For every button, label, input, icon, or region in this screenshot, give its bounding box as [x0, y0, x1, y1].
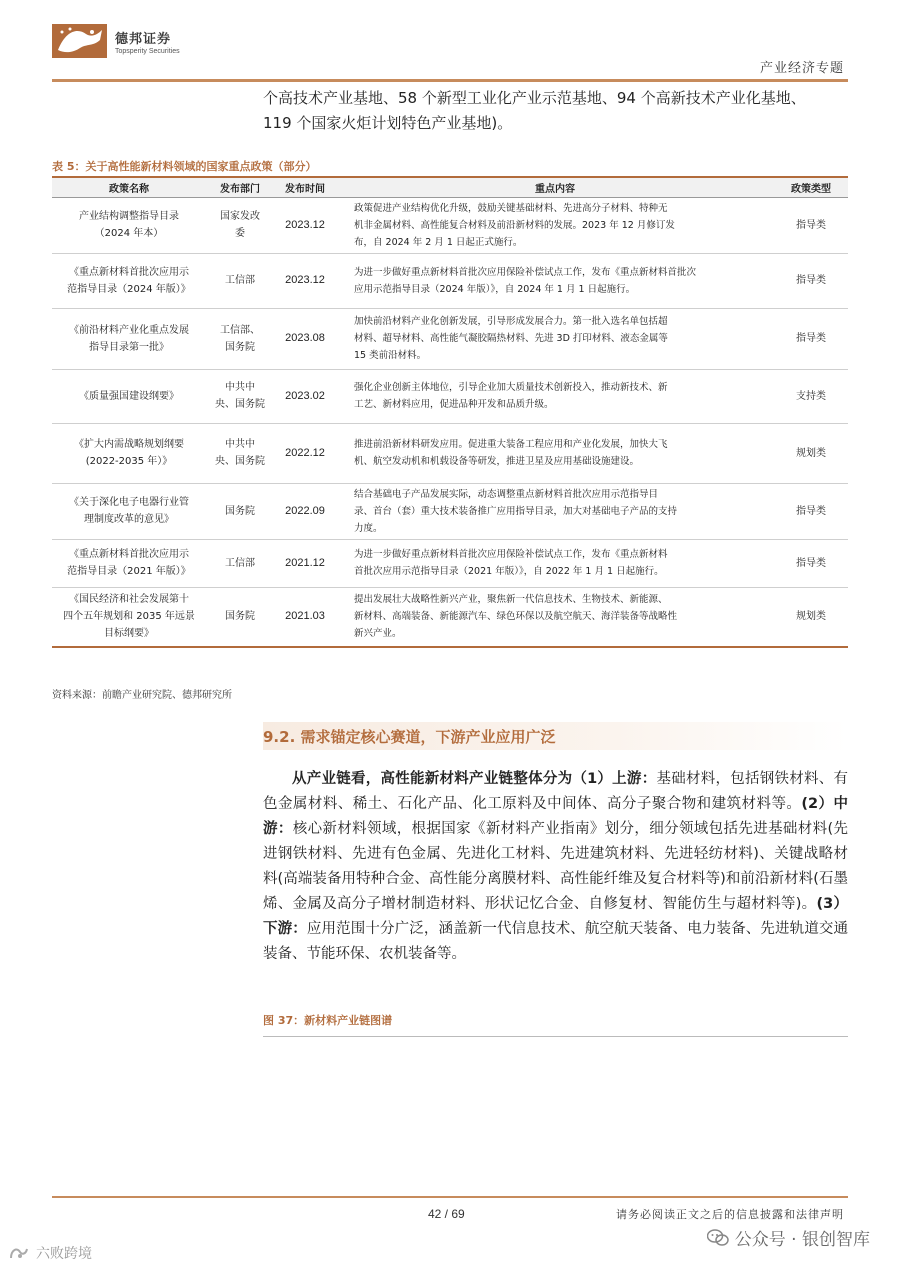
policy-type-cell: 指导类 [774, 539, 848, 587]
watermark-left-text: 六败跨境 [36, 1246, 92, 1262]
intro-paragraph [263, 86, 848, 136]
policy-type-cell: 规划类 [774, 587, 848, 647]
department-cell [206, 253, 274, 308]
cell-line: 央、国务院 [215, 456, 265, 467]
department-cell [206, 539, 274, 587]
cell-line: 材料、超导材料、高性能气凝胶隔热材料、先进 3D 打印材料、液态金属等 [354, 333, 668, 344]
policy-name-cell [52, 483, 206, 539]
wechat-icon [707, 1229, 729, 1247]
cell-line: 新材料、高端装备、新能源汽车、绿色环保以及航空航天、海洋装备等战略性 [354, 611, 678, 623]
para-bold-midstream: (2）中游： [263, 796, 849, 837]
policy-name-cell [52, 253, 206, 308]
disclaimer-note: 请务必阅读正文之后的信息披露和法律声明 [616, 1208, 844, 1221]
table-header-row [52, 177, 848, 197]
para-text-upstream: 基础材料，包括钢铁材料、有色金属材料、稀土、石化产品、化工原料及中间体、高分子聚合物和建筑材料等。 [263, 771, 849, 812]
content-cell [336, 483, 774, 539]
policy-name-cell [52, 423, 206, 483]
report-section-label: 产业经济专题 [759, 61, 844, 76]
department-cell [206, 308, 274, 369]
policy-name-cell [52, 308, 206, 369]
cell-line: 国务院 [225, 611, 255, 623]
column-header: 政策名称 [52, 177, 206, 197]
intro-line: 个高技术产业基地、58 个新型工业化产业示范基地、94 个高新技术产业化基地、 [263, 89, 806, 107]
watermark-right-text: 公众号 · 银创智库 [734, 1230, 870, 1250]
policy-type-cell: 指导类 [774, 253, 848, 308]
cell-line: 央、国务院 [215, 399, 265, 410]
cell-line: 推进前沿新材料研发应用。促进重大装备工程应用和产业化发展，加快大飞 [354, 439, 668, 450]
table-row [52, 423, 848, 483]
cell-line: 中共中 [225, 382, 255, 393]
date-cell: 2023.12 [274, 253, 336, 308]
cell-line: 结合基础电子产品发展实际，动态调整重点新材料首批次应用示范指导目 [354, 488, 659, 500]
cell-line: 《国民经济和社会发展第十 [69, 594, 189, 606]
cell-line: 指导目录第一批》 [89, 341, 169, 353]
policy-type-cell: 指导类 [774, 308, 848, 369]
policy-type-cell: 指导类 [774, 483, 848, 539]
section-title: 9.2. 需求锚定核心赛道，下游产业应用广泛 [263, 727, 556, 746]
header-divider [52, 79, 848, 82]
page-header [0, 0, 900, 90]
policy-name-cell [52, 587, 206, 647]
cell-line: 力度。 [354, 522, 383, 534]
content-cell [336, 308, 774, 369]
cell-line: 产业结构调整指导目录 [79, 211, 179, 222]
cell-line: 提出发展壮大战略性新兴产业，聚焦新一代信息技术、生物技术、新能源、 [354, 594, 668, 606]
cell-line: 中共中 [225, 439, 255, 450]
watermark-logo-icon [8, 1244, 30, 1262]
column-header: 发布时间 [274, 177, 336, 197]
cell-line: 《前沿材料产业化重点发展 [69, 324, 189, 336]
date-cell: 2021.12 [274, 539, 336, 587]
policy-table [52, 176, 848, 648]
cell-line: 国务院 [225, 341, 255, 353]
table-row [52, 483, 848, 539]
column-header: 发布部门 [206, 177, 274, 197]
cell-line: （2024 年本） [94, 228, 164, 239]
department-cell [206, 369, 274, 423]
date-cell: 2023.02 [274, 369, 336, 423]
department-cell [206, 483, 274, 539]
cell-line: 委 [235, 228, 245, 239]
para-text-midstream: 核心新材料领域，根据国家《新材料产业指南》划分，细分领域包括先进基础材料(先进钢铁材料、先进有色金属、先进化工材料、先进建筑材料、先进轻纺材料)、关键战略材料(高端装备用特种合金、高性能分离膜材料、高性能纤维及复合材料等)和前沿新材料(石墨烯、金属及高分子增材制造材料、形状记忆合金、自修复材、智能仿生与超材料等)。 [263, 821, 849, 912]
brand-logo-icon [52, 20, 107, 62]
table-source: 资料来源：前瞻产业研究院、德邦研究所 [52, 690, 232, 701]
watermark-right [707, 1225, 870, 1250]
body-paragraph [263, 767, 848, 967]
cell-line: 首批次应用示范指导目录（2021 年版）》，自 2022 年 1 月 1 日起施行。 [354, 566, 664, 577]
cell-line: 《扩大内需战略规划纲要 [74, 439, 184, 450]
para-text-downstream: 应用范围十分广泛，涵盖新一代信息技术、航空航天装备、电力装备、先进轨道交通装备、节能环保、农机装备等。 [263, 921, 849, 962]
date-cell: 2023.12 [274, 197, 336, 253]
cell-line: 15 类前沿材料。 [354, 350, 427, 361]
brand-logo [52, 20, 180, 62]
policy-type-cell: 指导类 [774, 197, 848, 253]
policy-name-cell [52, 197, 206, 253]
para-bold-downstream: (3）下游： [263, 896, 848, 937]
cell-line: 机、航空发动机和机载设备等研发，推进卫星及应用基础设施建设。 [354, 456, 640, 467]
cell-line: 为进一步做好重点新材料首批次应用保险补偿试点工作，发布《重点新材料 [354, 549, 668, 560]
policy-type-cell: 支持类 [774, 369, 848, 423]
cell-line: 机非金属材料、高性能复合材料及前沿新材料的发展。2023 年 12 月修订发 [354, 219, 675, 231]
cell-line: 新兴产业。 [354, 628, 402, 640]
watermark-left [8, 1243, 92, 1263]
date-cell: 2022.12 [274, 423, 336, 483]
table-row [52, 308, 848, 369]
cell-line: 范指导目录（2024 年版）》 [67, 283, 191, 295]
policy-name-cell [52, 369, 206, 423]
cell-line: 目标纲要》 [104, 628, 154, 640]
cell-line: 《质量强国建设纲要》 [79, 390, 179, 402]
department-cell [206, 197, 274, 253]
cell-line: 应用示范指导目录（2024 年版）》，自 2024 年 1 月 1 日起施行。 [354, 283, 636, 295]
content-cell [336, 423, 774, 483]
cell-line: 工艺、新材料应用，促进品种开发和品质升级。 [354, 399, 554, 410]
section-heading [263, 722, 848, 750]
table-row [52, 253, 848, 308]
cell-line: 《关于深化电子电器行业管 [69, 497, 189, 508]
cell-line: 国务院 [225, 505, 255, 517]
cell-line: 布，自 2024 年 2 月 1 日起正式施行。 [354, 236, 523, 248]
para-bold-upstream: 从产业链看，高性能新材料产业链整体分为（1）上游： [292, 771, 657, 787]
date-cell: 2021.03 [274, 587, 336, 647]
page-number: 42 / 69 [428, 1207, 465, 1221]
footer-divider [52, 1196, 848, 1198]
cell-line: 理制度改革的意见》 [84, 514, 174, 525]
content-cell [336, 539, 774, 587]
column-header: 重点内容 [336, 177, 774, 197]
cell-line: (2022-2035 年）》 [85, 456, 173, 467]
date-cell: 2023.08 [274, 308, 336, 369]
brand-name-en: Topsperity Securities [115, 47, 180, 55]
cell-line: 录、首台（套）重大技术装备推广应用指导目录，加大对基础电子产品的支持 [354, 505, 678, 517]
department-cell [206, 587, 274, 647]
cell-line: 强化企业创新主体地位，引导企业加大质量技术创新投入，推动新技术、新 [354, 382, 668, 393]
policy-type-cell: 规划类 [774, 423, 848, 483]
cell-line: 工信部 [225, 557, 255, 569]
cell-line: 为进一步做好重点新材料首批次应用保险补偿试点工作，发布《重点新材料首批次 [354, 266, 697, 278]
table-row [52, 369, 848, 423]
cell-line: 《重点新材料首批次应用示 [69, 549, 189, 560]
cell-line: 《重点新材料首批次应用示 [69, 266, 189, 278]
table-title: 表 5：关于高性能新材料领域的国家重点政策（部分） [52, 160, 317, 173]
cell-line: 政策促进产业结构优化升级，鼓励关键基础材料、先进高分子材料、特种无 [354, 202, 668, 214]
brand-name-cn: 德邦证券 [115, 31, 172, 47]
content-cell [336, 587, 774, 647]
cell-line: 四个五年规划和 2035 年远景 [63, 611, 195, 623]
cell-line: 工信部、 [220, 324, 260, 336]
cell-line: 工信部 [225, 275, 255, 286]
content-cell [336, 369, 774, 423]
cell-line: 加快前沿材料产业化创新发展，引导形成发展合力。第一批入选名单包括超 [354, 316, 668, 327]
table-row [52, 587, 848, 647]
content-cell [336, 197, 774, 253]
cell-line: 范指导目录（2021 年版）》 [67, 566, 191, 577]
department-cell [206, 423, 274, 483]
policy-name-cell [52, 539, 206, 587]
table-row [52, 539, 848, 587]
table-row [52, 197, 848, 253]
figure-title: 图 37：新材料产业链图谱 [263, 1012, 848, 1037]
date-cell: 2022.09 [274, 483, 336, 539]
intro-line: 119 个国家火炬计划特色产业基地)。 [263, 114, 513, 132]
content-cell [336, 253, 774, 308]
column-header: 政策类型 [774, 177, 848, 197]
cell-line: 国家发改 [220, 211, 260, 222]
